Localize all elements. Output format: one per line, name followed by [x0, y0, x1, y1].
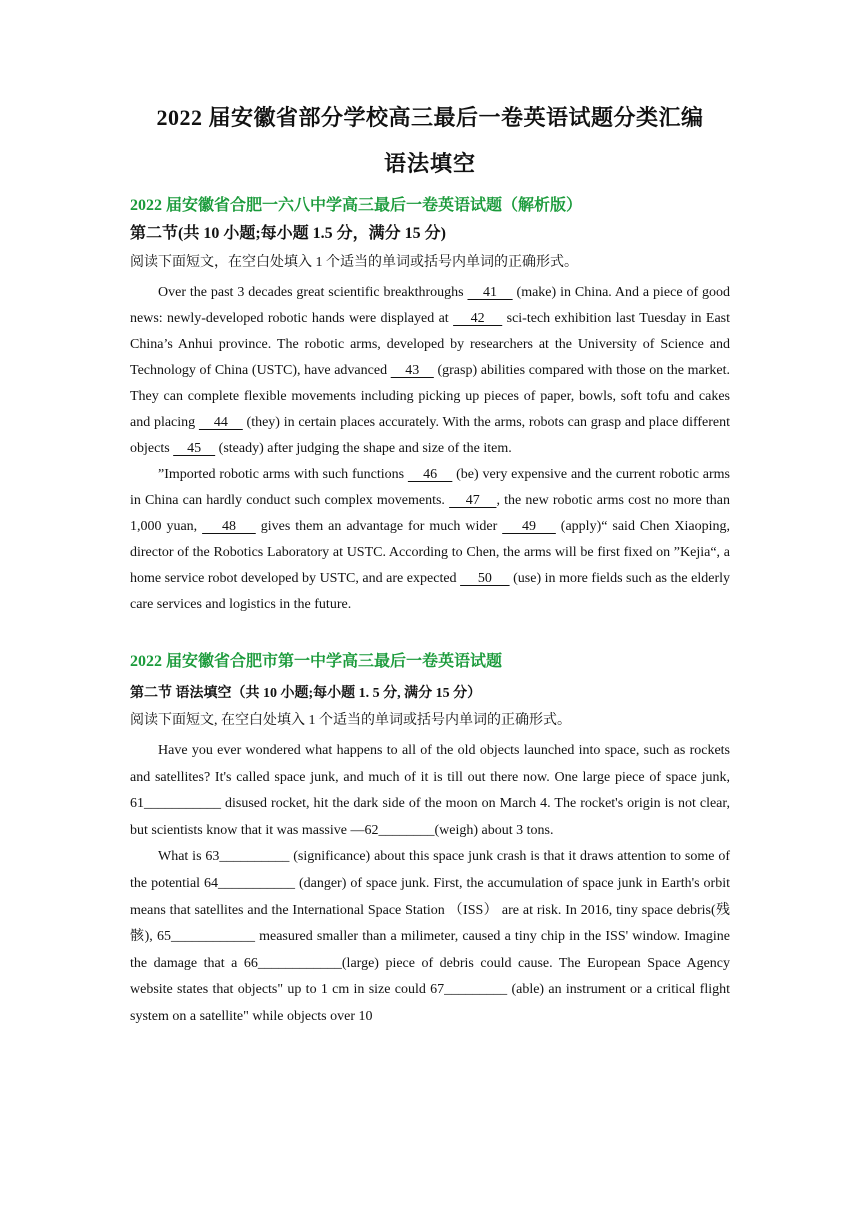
document-page [130, 100, 730, 1031]
blank-48[interactable]: 48 [202, 519, 256, 534]
section-1-part-header: 第二节(共 10 小题;每小题 1.5 分，满分 15 分) [130, 225, 446, 242]
section-1-instruction: 阅读下面短文，在空白处填入 1 个适当的单词或括号内单词的正确形式。 [130, 255, 578, 270]
blank-42[interactable]: 42 [453, 311, 503, 326]
blank-45[interactable]: 45 [173, 441, 216, 456]
document-title: 2022 届安徽省部分学校高三最后一卷英语试题分类汇编 [156, 105, 704, 130]
section-2-part-header: 第二节 语法填空（共 10 小题;每小题 1. 5 分, 满分 15 分） [130, 686, 482, 701]
section-2-instruction: 阅读下面短文, 在空白处填入 1 个适当的单词或括号内单词的正确形式。 [130, 713, 571, 728]
blank-41[interactable]: 41 [467, 285, 513, 300]
section-spacer [130, 618, 730, 650]
document-subtitle: 语法填空 [383, 151, 476, 176]
blank-50[interactable]: 50 [460, 571, 510, 586]
blank-46[interactable]: 46 [407, 467, 453, 482]
section-1-paragraph-1: Over the past 3 decades great scientific breakthroughs 41 (make) in China. And a piece of good news: newly-developed robotic hands were displayed at 42 sci-tech exhibition last Tuesday in East China’s Anhui province. The robotic arms, developed by researchers at the University of Science and Technology of China (USTC), have advanced 43 (grasp) abilities compared with those on the market. They can complete flexible movements including picking up pieces of paper, bowls, soft tofu and cakes and placing 44 (they) in certain places accurately. With the arms, robots can grasp and place different objects 45 (steady) after judging the shape and size of the item. [130, 285, 731, 456]
blank-49[interactable]: 49 [502, 519, 556, 534]
section-1-title: 2022 届安徽省合肥一六八中学高三最后一卷英语试题（解析版） [130, 197, 583, 214]
section-2-title: 2022 届安徽省合肥市第一中学高三最后一卷英语试题 [130, 653, 503, 670]
section-2-paragraph-2: What is 63__________ (significance) about this space junk crash is that it draws attention to some of the potential 64___________ (danger) of space junk. First, the accumulation of space junk in Earth's orbit means that satellites and the International Space Station （ISS） are at risk. In 2016, tiny space debris(残骸), 65____________ measured smaller than a milimeter, caused a tiny chip in the ISS' window. Imagine the damage that a 66____________(large) piece of debris could cause. The European Space Agency website states that objects" up to 1 cm in size could 67_________ (able) an instrument or a critical flight system on a satellite" while objects over 10 [130, 849, 730, 1024]
section-1-paragraph-2: ”Imported robotic arms with such functions 46 (be) very expensive and the current robotic arms in China can hardly conduct such complex movements. 47 , the new robotic arms cost no more than 1,000 yuan, 48 gives them an advantage for much wider 49 (apply)“ said Chen Xiaoping, director of the Robotics Laboratory at USTC. According to Chen, the arms will be first fixed on ”Kejia“, a home service robot developed by USTC, and are expected 50 (use) in more fields such as the elderly care services and logistics in the future. [130, 467, 731, 612]
section-2-paragraph-1: Have you ever wondered what happens to all of the old objects launched into space, such as rockets and satellites? It's called space junk, and much of it is till out there now. One large piece of space junk, 61___________ disused rocket, hit the dark side of the moon on March 4. The rocket's origin is not clear, but scientists know that it was massive —62________(weigh) about 3 tons. [130, 743, 730, 838]
blank-44[interactable]: 44 [198, 415, 243, 430]
blank-43[interactable]: 43 [390, 363, 434, 378]
blank-47[interactable]: 47 [449, 493, 497, 508]
